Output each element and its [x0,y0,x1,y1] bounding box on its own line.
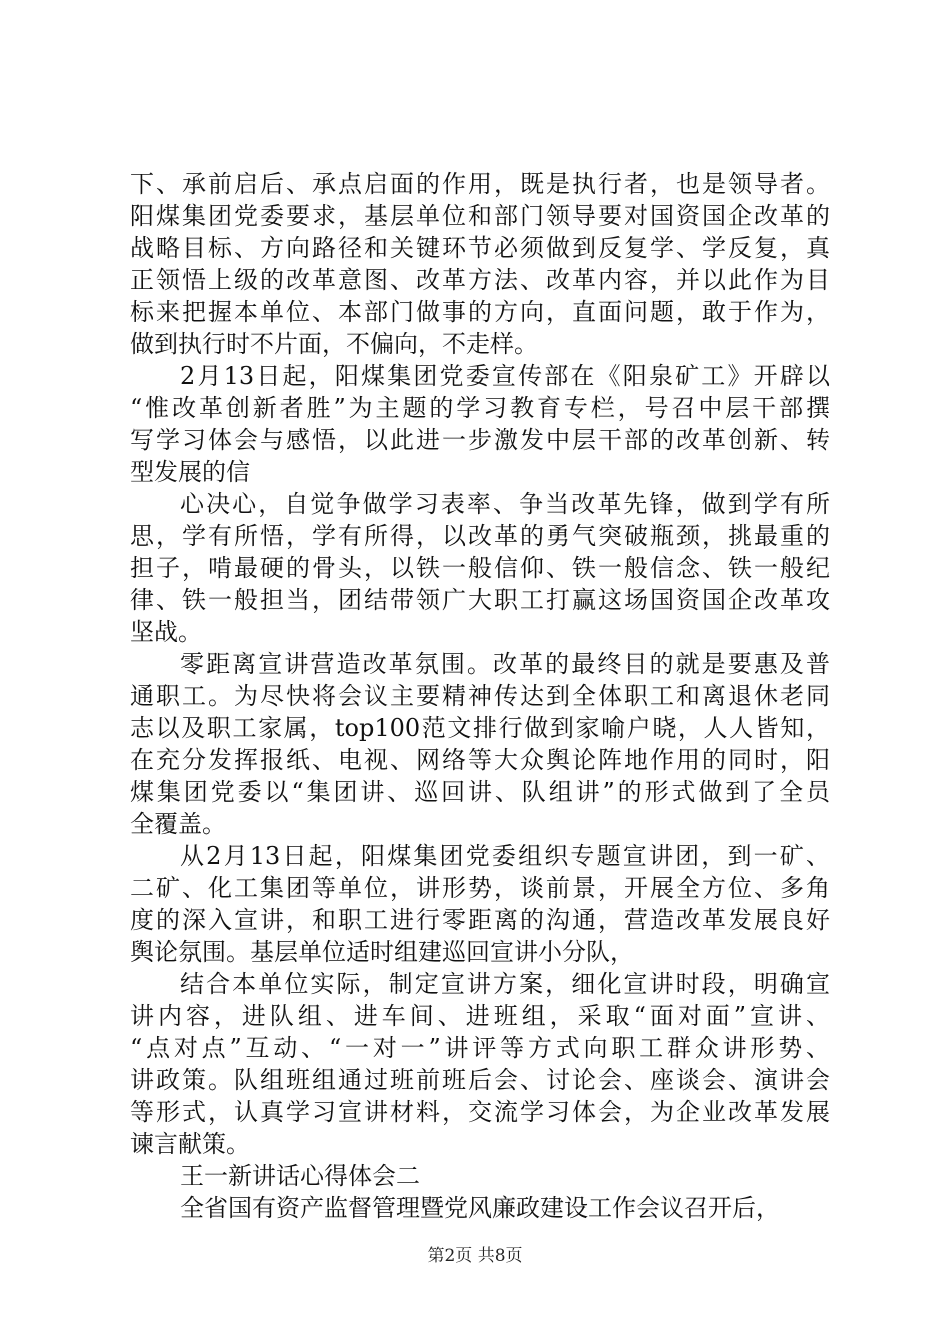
text-line: 2月13日起，阳煤集团党委宣传部在《阳泉矿工》开辟以 [180,362,830,390]
text-line: 正领悟上级的改革意图、改革方法、改革内容，并以此作为目 [130,266,830,294]
text-line: 思，学有所悟，学有所得，以改革的勇气突破瓶颈，挑最重的 [130,522,830,550]
text-line: 二矿、化工集团等单位，讲形势，谈前景，开展全方位、多角 [130,874,830,902]
text-line: 战略目标、方向路径和关键环节必须做到反复学、学反复，真 [130,234,830,262]
paragraph-p1 [130,168,830,360]
text-line: 舆论氛围。基层单位适时组建巡回宣讲小分队， [130,938,634,966]
paragraph-p4 [130,648,830,840]
text-line: 从2月13日起，阳煤集团党委组织专题宣讲团，到一矿、 [180,842,830,870]
text-line: 等形式，认真学习宣讲材料，交流学习体会，为企业改革发展 [130,1098,830,1126]
text-line: 标来把握本单位、本部门做事的方向，直面问题，敢于作为， [130,298,830,326]
paragraph-p2 [130,360,830,488]
paragraph-p8 [130,1192,830,1224]
text-line: 讲内容，进队组、进车间、进班组，采取“面对面”宣讲、 [130,1002,830,1030]
text-line: 型发展的信 [130,458,250,486]
text-line: 阳煤集团党委要求，基层单位和部门领导要对国资国企改革的 [130,202,830,230]
text-line: 心决心，自觉争做学习表率、争当改革先锋，做到学有所 [180,490,830,518]
paragraph-p6 [130,968,830,1160]
text-line: 度的深入宣讲，和职工进行零距离的沟通，营造改革发展良好 [130,906,830,934]
text-line: 零距离宣讲营造改革氛围。改革的最终目的就是要惠及普 [180,650,830,678]
text-line: 律、铁一般担当，团结带领广大职工打赢这场国资国企改革攻 [130,586,830,614]
text-line: 讲政策。队组班组通过班前班后会、讨论会、座谈会、演讲会 [130,1066,830,1094]
text-line: 王一新讲话心得体会二 [180,1162,420,1190]
text-line: 全覆盖。 [130,810,226,838]
text-line: 坚战。 [130,618,202,646]
text-line: 担子，啃最硬的骨头，以铁一般信仰、铁一般信念、铁一般纪 [130,554,830,582]
page-footer [0,1244,950,1268]
paragraph-p7 [130,1160,830,1192]
paragraph-p3 [130,488,830,648]
text-line: 通职工。为尽快将会议主要精神传达到全体职工和离退休老同 [130,682,830,710]
text-line: 志以及职工家属，top100范文排行做到家喻户晓，人人皆知， [130,714,830,742]
paragraph-p5 [130,840,830,968]
page-number-label: 第2页 共8页 [427,1246,523,1266]
text-line: 写学习体会与感悟，以此进一步激发中层干部的改革创新、转 [130,426,830,454]
text-line: “惟改革创新者胜”为主题的学习教育专栏，号召中层干部撰 [130,394,830,422]
text-line: 在充分发挥报纸、电视、网络等大众舆论阵地作用的同时，阳 [130,746,830,774]
text-line: 结合本单位实际，制定宣讲方案，细化宣讲时段，明确宣 [180,970,830,998]
text-line: 谏言献策。 [130,1130,250,1158]
text-line: “点对点”互动、“一对一”讲评等方式向职工群众讲形势、 [130,1034,830,1062]
text-line: 煤集团党委以“集团讲、巡回讲、队组讲”的形式做到了全员 [130,778,830,806]
document-body [130,168,830,1224]
text-line: 下、承前启后、承点启面的作用，既是执行者，也是领导者。 [130,170,830,198]
text-line: 做到执行时不片面，不偏向，不走样。 [130,330,538,358]
text-line: 全省国有资产监督管理暨党风廉政建设工作会议召开后， [180,1194,780,1222]
